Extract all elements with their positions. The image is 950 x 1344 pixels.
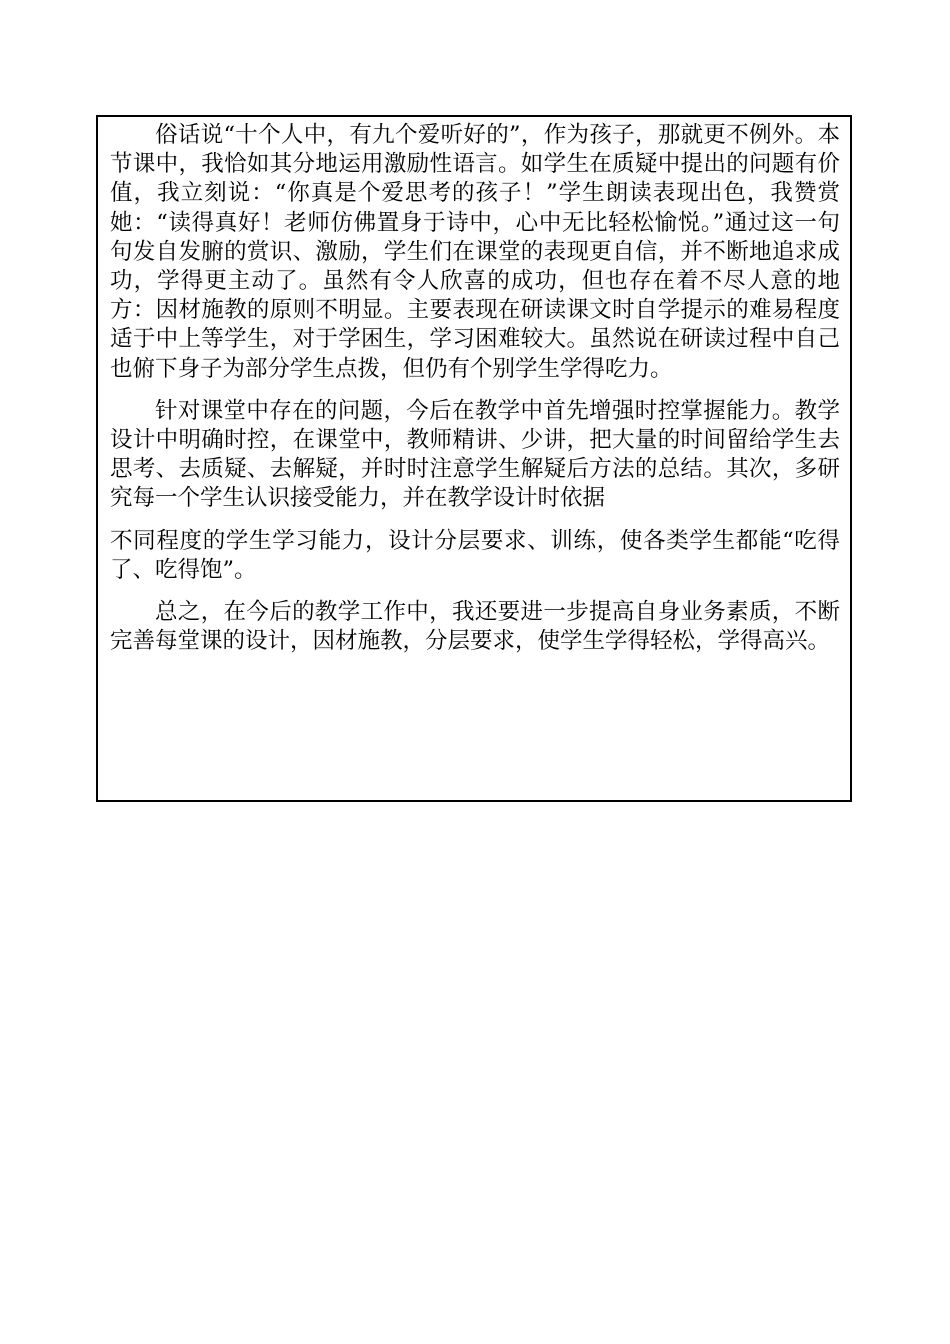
paragraph-improvement-plan-continued: 不同程度的学生学习能力，设计分层要求、训练，使各类学生都能“吃得了、吃得饱”。 bbox=[110, 527, 840, 583]
paragraph-conclusion: 总之，在今后的教学工作中，我还要进一步提高自身业务素质，不断完善每堂课的设计，因材施教，分层要求，使学生学得轻松，学得高兴。 bbox=[110, 599, 840, 655]
paragraph-praise-and-shortcoming: 俗话说“十个人中，有九个爱听好的”，作为孩子，那就更不例外。本节课中，我恰如其分地运用激励性语言。如学生在质疑中提出的问题有价值，我立刻说：“你真是个爱思考的孩子！”学生朗读表现出色，我赞赏她：“读得真好！老师仿佛置身于诗中，心中无比轻松愉悦。”通过这一句句发自发腑的赏识、激励，学生们在课堂的表现更自信，并不断地追求成功，学得更主动了。虽然有令人欣喜的成功，但也存在着不尽人意的地方：因材施教的原则不明显。主要表现在研读课文时自学提示的难易程度适于中上等学生，对于学困生，学习困难较大。虽然说在研读过程中自己也俯下身子为部分学生点拨，但仍有个别学生学得吃力。 bbox=[110, 122, 840, 382]
reflection-text-box bbox=[96, 115, 852, 802]
reflection-content bbox=[110, 121, 840, 656]
paragraph-improvement-plan: 针对课堂中存在的问题，今后在教学中首先增强时控掌握能力。教学设计中明确时控，在课堂中，教师精讲、少讲，把大量的时间留给学生去思考、去质疑、去解疑，并时时注意学生解疑后方法的总结。其次，多研究每一个学生认识接受能力，并在教学设计时依据 bbox=[110, 397, 840, 512]
